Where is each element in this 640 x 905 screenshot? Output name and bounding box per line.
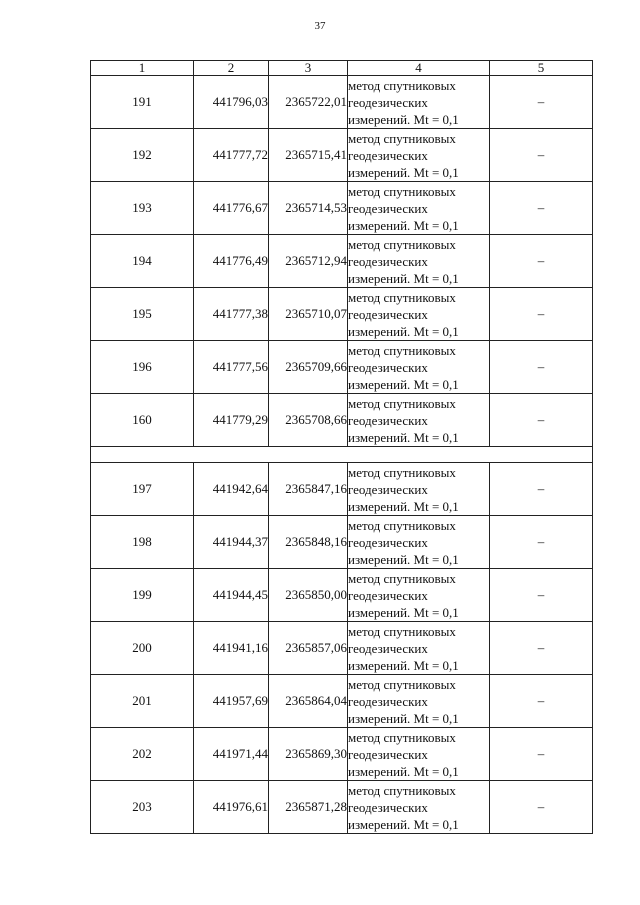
accuracy-cell: – (490, 288, 593, 341)
accuracy-cell: – (490, 622, 593, 675)
method-line: геодезических (348, 253, 428, 269)
x-coordinate-cell: 441777,38 (194, 288, 269, 341)
method-line: геодезических (348, 746, 428, 762)
table-row (91, 728, 593, 781)
method-line: измерений. Mt = 0,1 (348, 217, 459, 233)
y-coordinate-cell: 2365712,94 (269, 235, 348, 288)
table-row (91, 129, 593, 182)
accuracy-cell: – (490, 728, 593, 781)
x-coordinate-cell: 441779,29 (194, 394, 269, 447)
table-row (91, 76, 593, 129)
column-header: 3 (269, 61, 348, 76)
method-line: геодезических (348, 799, 428, 815)
method-cell (348, 675, 490, 728)
table-row (91, 182, 593, 235)
method-line: измерений. Mt = 0,1 (348, 111, 459, 127)
method-line: измерений. Mt = 0,1 (348, 763, 459, 779)
method-line: геодезических (348, 481, 428, 497)
column-header: 5 (490, 61, 593, 76)
method-line: измерений. Mt = 0,1 (348, 551, 459, 567)
method-cell (348, 516, 490, 569)
method-line: геодезических (348, 306, 428, 322)
table-row (91, 516, 593, 569)
x-coordinate-cell: 441777,56 (194, 341, 269, 394)
method-cell (348, 394, 490, 447)
table-row (91, 288, 593, 341)
method-line: измерений. Mt = 0,1 (348, 323, 459, 339)
column-header: 1 (91, 61, 194, 76)
y-coordinate-cell: 2365715,41 (269, 129, 348, 182)
method-line: геодезических (348, 94, 428, 110)
method-line: метод спутниковых (348, 623, 456, 639)
accuracy-cell: – (490, 781, 593, 834)
x-coordinate-cell: 441957,69 (194, 675, 269, 728)
point-number-cell: 192 (91, 129, 194, 182)
accuracy-cell: – (490, 182, 593, 235)
y-coordinate-cell: 2365857,06 (269, 622, 348, 675)
method-line: метод спутниковых (348, 236, 456, 252)
x-coordinate-cell: 441971,44 (194, 728, 269, 781)
method-line: метод спутниковых (348, 183, 456, 199)
y-coordinate-cell: 2365848,16 (269, 516, 348, 569)
method-line: геодезических (348, 412, 428, 428)
point-number-cell: 200 (91, 622, 194, 675)
x-coordinate-cell: 441942,64 (194, 463, 269, 516)
method-line: измерений. Mt = 0,1 (348, 604, 459, 620)
table-row (91, 341, 593, 394)
table-header-row (91, 61, 593, 76)
table-body (91, 61, 593, 834)
table-row (91, 675, 593, 728)
accuracy-cell: – (490, 129, 593, 182)
method-line: метод спутниковых (348, 782, 456, 798)
x-coordinate-cell: 441941,16 (194, 622, 269, 675)
method-line: измерений. Mt = 0,1 (348, 270, 459, 286)
separator-row (91, 447, 593, 463)
column-header: 2 (194, 61, 269, 76)
point-number-cell: 193 (91, 182, 194, 235)
method-line: измерений. Mt = 0,1 (348, 710, 459, 726)
method-line: метод спутниковых (348, 464, 456, 480)
accuracy-cell: – (490, 235, 593, 288)
x-coordinate-cell: 441776,49 (194, 235, 269, 288)
point-number-cell: 197 (91, 463, 194, 516)
method-line: метод спутниковых (348, 729, 456, 745)
accuracy-cell: – (490, 76, 593, 129)
method-line: измерений. Mt = 0,1 (348, 657, 459, 673)
method-line: геодезических (348, 640, 428, 656)
y-coordinate-cell: 2365709,66 (269, 341, 348, 394)
x-coordinate-cell: 441944,37 (194, 516, 269, 569)
table-row (91, 781, 593, 834)
method-cell (348, 622, 490, 675)
point-number-cell: 202 (91, 728, 194, 781)
method-cell (348, 463, 490, 516)
page-number: 37 (314, 20, 326, 32)
point-number-cell: 198 (91, 516, 194, 569)
accuracy-cell: – (490, 516, 593, 569)
y-coordinate-cell: 2365850,00 (269, 569, 348, 622)
y-coordinate-cell: 2365710,07 (269, 288, 348, 341)
y-coordinate-cell: 2365722,01 (269, 76, 348, 129)
accuracy-cell: – (490, 394, 593, 447)
point-number-cell: 201 (91, 675, 194, 728)
method-line: измерений. Mt = 0,1 (348, 164, 459, 180)
x-coordinate-cell: 441776,67 (194, 182, 269, 235)
method-line: геодезических (348, 147, 428, 163)
point-number-cell: 203 (91, 781, 194, 834)
separator-cell (91, 447, 593, 463)
method-cell (348, 341, 490, 394)
point-number-cell: 199 (91, 569, 194, 622)
y-coordinate-cell: 2365864,04 (269, 675, 348, 728)
accuracy-cell: – (490, 341, 593, 394)
method-line: измерений. Mt = 0,1 (348, 816, 459, 832)
method-cell (348, 235, 490, 288)
table-row (91, 235, 593, 288)
x-coordinate-cell: 441944,45 (194, 569, 269, 622)
method-line: метод спутниковых (348, 289, 456, 305)
method-line: геодезических (348, 200, 428, 216)
accuracy-cell: – (490, 675, 593, 728)
coordinates-table (90, 60, 593, 834)
method-line: метод спутниковых (348, 130, 456, 146)
method-line: геодезических (348, 587, 428, 603)
point-number-cell: 195 (91, 288, 194, 341)
table-row (91, 463, 593, 516)
point-number-cell: 160 (91, 394, 194, 447)
method-cell (348, 182, 490, 235)
method-cell (348, 129, 490, 182)
column-header: 4 (348, 61, 490, 76)
table-row (91, 622, 593, 675)
method-line: метод спутниковых (348, 517, 456, 533)
point-number-cell: 196 (91, 341, 194, 394)
y-coordinate-cell: 2365708,66 (269, 394, 348, 447)
x-coordinate-cell: 441777,72 (194, 129, 269, 182)
accuracy-cell: – (490, 569, 593, 622)
method-line: метод спутниковых (348, 342, 456, 358)
x-coordinate-cell: 441976,61 (194, 781, 269, 834)
method-line: геодезических (348, 359, 428, 375)
method-cell (348, 781, 490, 834)
point-number-cell: 194 (91, 235, 194, 288)
method-line: измерений. Mt = 0,1 (348, 376, 459, 392)
y-coordinate-cell: 2365847,16 (269, 463, 348, 516)
method-cell (348, 728, 490, 781)
method-line: измерений. Mt = 0,1 (348, 429, 459, 445)
method-line: метод спутниковых (348, 395, 456, 411)
y-coordinate-cell: 2365871,28 (269, 781, 348, 834)
method-line: измерений. Mt = 0,1 (348, 498, 459, 514)
method-cell (348, 76, 490, 129)
y-coordinate-cell: 2365714,53 (269, 182, 348, 235)
y-coordinate-cell: 2365869,30 (269, 728, 348, 781)
accuracy-cell: – (490, 463, 593, 516)
method-cell (348, 288, 490, 341)
x-coordinate-cell: 441796,03 (194, 76, 269, 129)
table-row (91, 569, 593, 622)
method-cell (348, 569, 490, 622)
method-line: метод спутниковых (348, 570, 456, 586)
table-row (91, 394, 593, 447)
point-number-cell: 191 (91, 76, 194, 129)
method-line: геодезических (348, 693, 428, 709)
method-line: метод спутниковых (348, 77, 456, 93)
method-line: метод спутниковых (348, 676, 456, 692)
method-line: геодезических (348, 534, 428, 550)
